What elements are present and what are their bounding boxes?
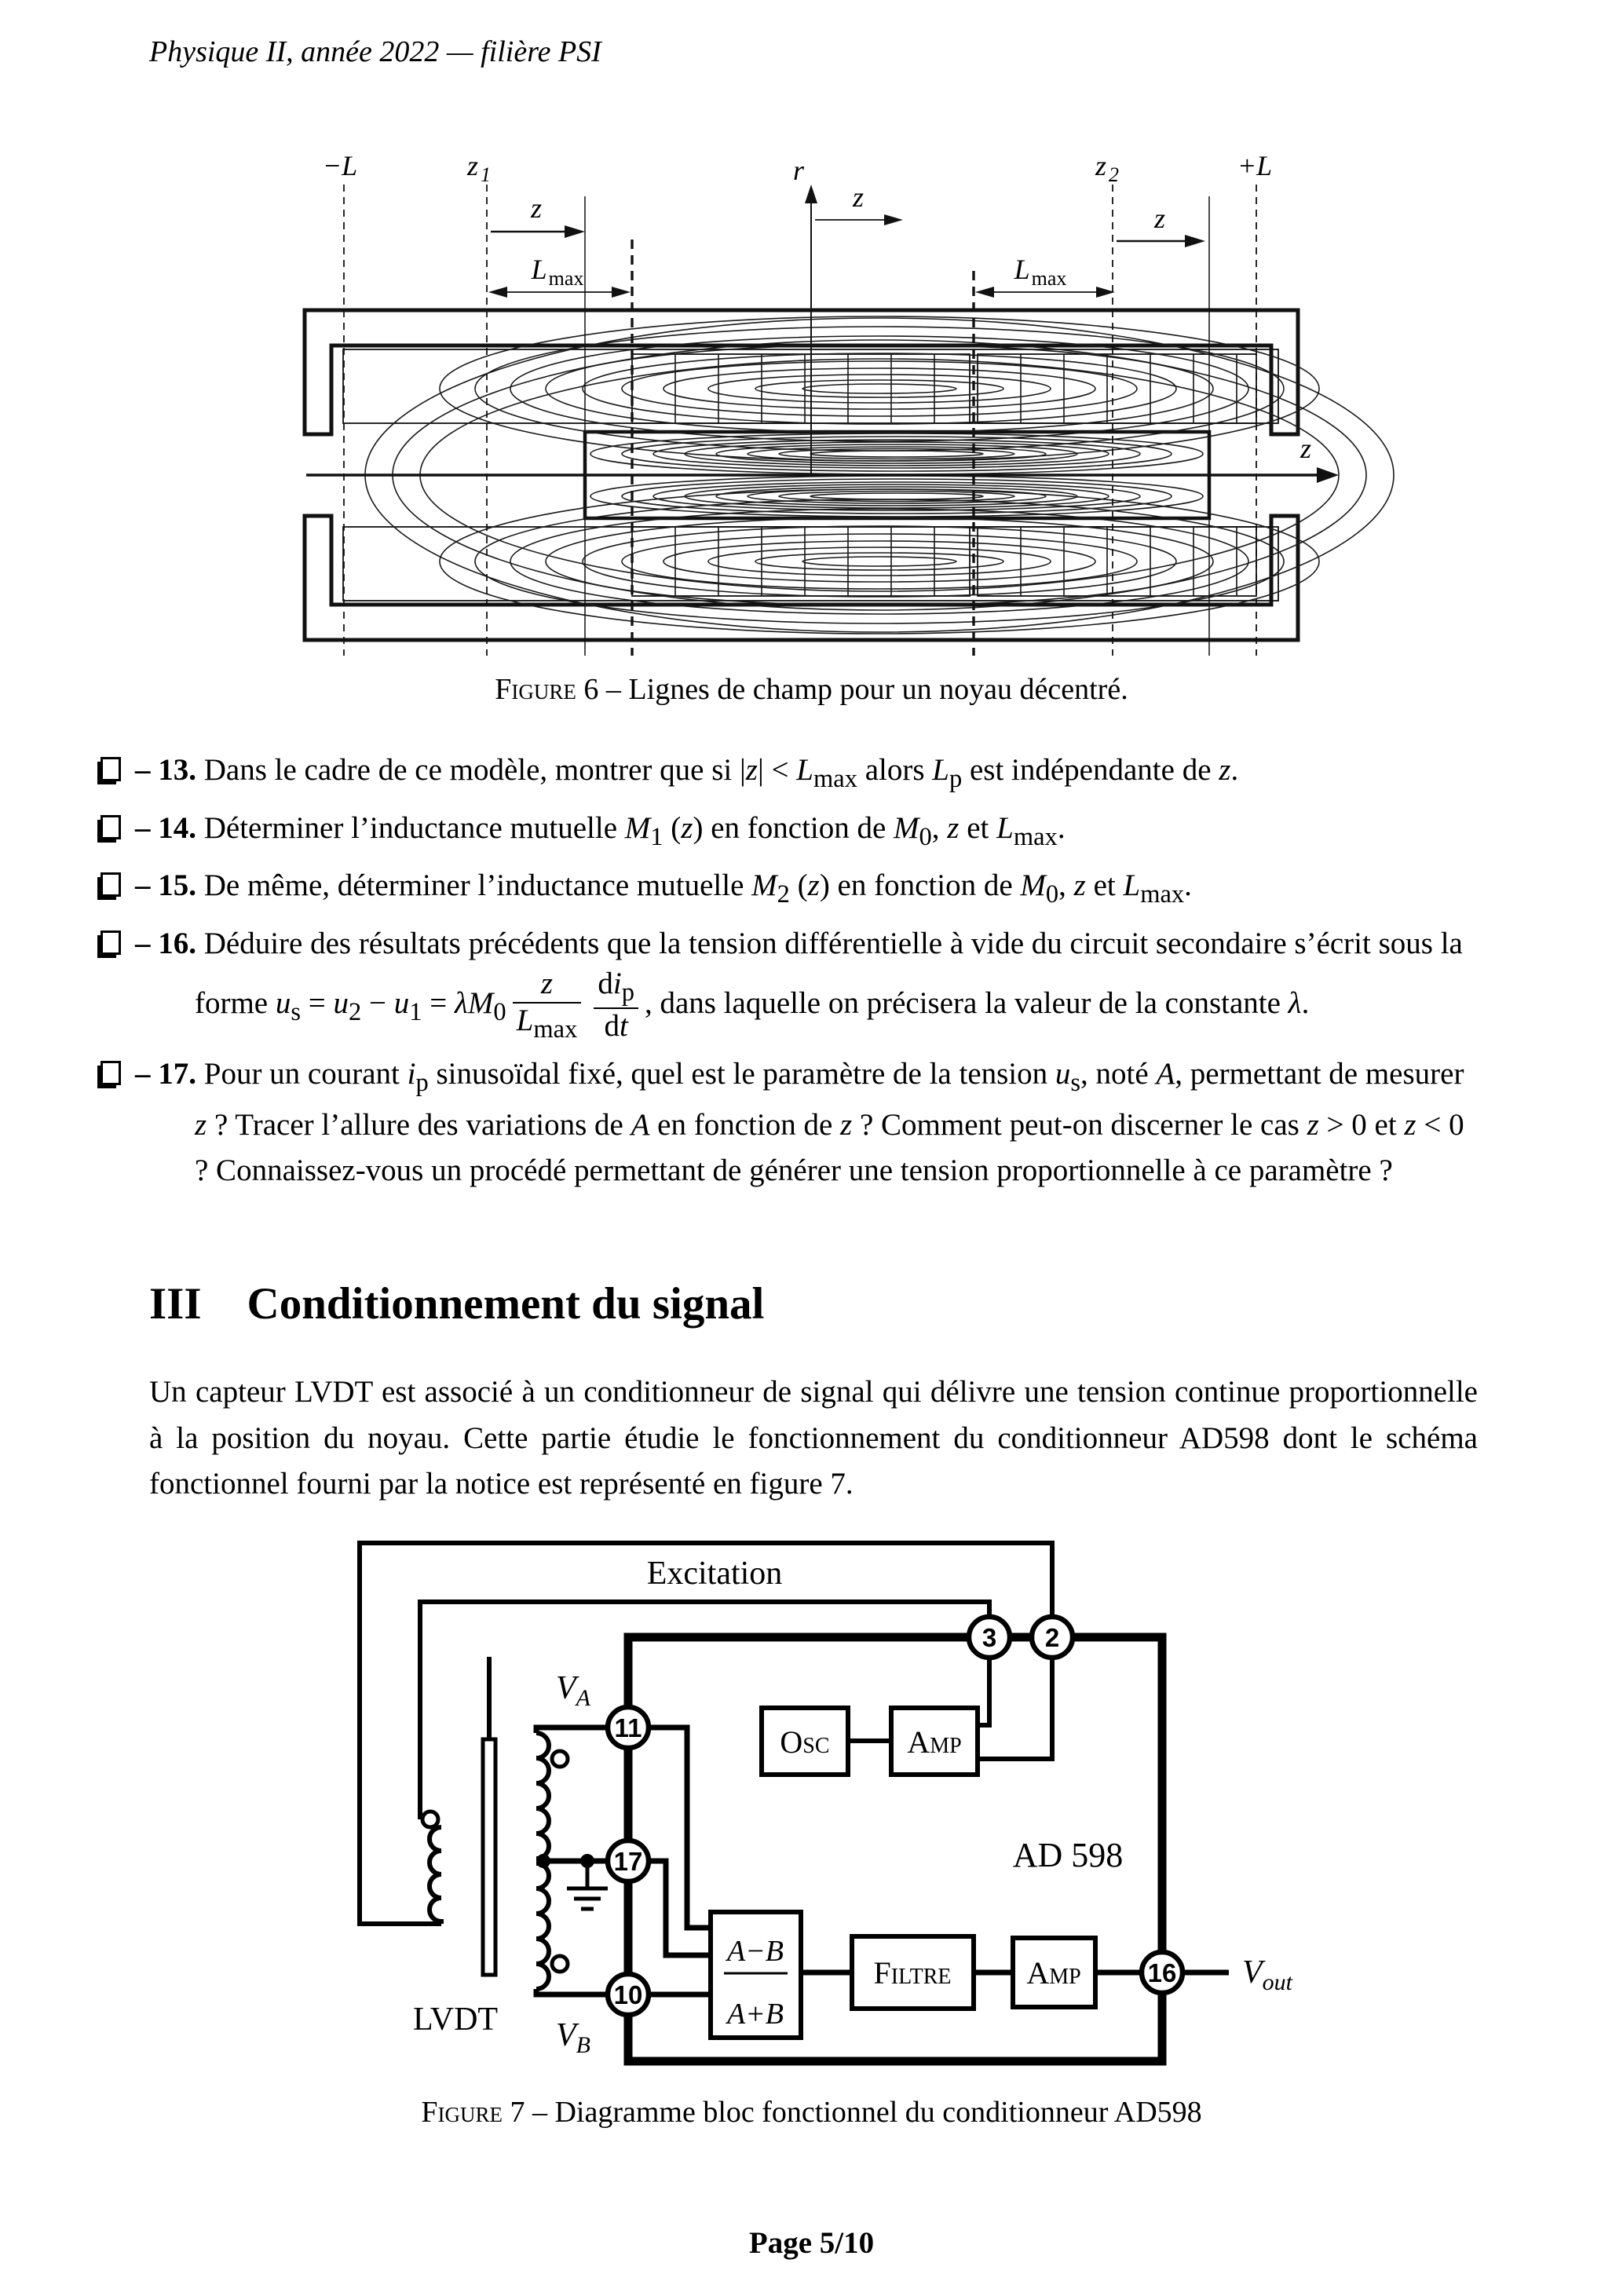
question-13-text: Dans le cadre de ce modèle, montrer que si $|z| < L_{max}$ alors $L_p$ est indépendante de z.	[203, 753, 1239, 793]
label-z-arrow-mid: z	[852, 181, 865, 213]
question-14	[101, 806, 1481, 857]
amp-top-label: Amp	[907, 1724, 962, 1760]
figure6-caption	[0, 672, 1623, 707]
label-lmax-right: $L_{max}$	[1014, 254, 1067, 290]
question-15	[101, 863, 1481, 914]
label-r-axis: r	[792, 155, 805, 186]
pin-2-number: 2	[1044, 1623, 1060, 1652]
label-z-arrow-right: z	[1153, 203, 1166, 234]
ratio-den-label: A+B	[726, 1998, 784, 2031]
section-number: III	[149, 1279, 202, 1329]
checkbox-icon	[101, 1061, 121, 1085]
filtre-label: Filtre	[873, 1955, 952, 1991]
question-14-text: Déterminer l’inductance mutuelle $M_1$ (z) en fonction de $M_0$, z et $L_{max}$.	[203, 810, 1066, 851]
winding-polarity-dot	[552, 1751, 568, 1767]
checkbox-icon	[101, 815, 121, 839]
question-17	[101, 1051, 1481, 1194]
checkbox-icon	[101, 757, 121, 781]
winding-polarity-dot	[422, 1812, 438, 1827]
figure6-caption-text: – Lignes de champ pour un noyau décentré.	[598, 673, 1128, 706]
excitation-label: Excitation	[646, 1556, 783, 1592]
label-z1: z $_1$	[466, 153, 492, 186]
question-17-text: Pour un courant $i_p$ sinusoïdal fixé, quel est le paramètre de la tension $u_s$, noté A, permettant de mesurer z ? Tracer l’allure des variations de A en fonction de z ? Comment peut-on discerner le cas z > 0 et z < 0 ? Connaissez-vous un procédé permettant de générer une tension proportionnelle à ce paramètre ?	[195, 1057, 1464, 1188]
figure7-caption-label: Figure 7	[421, 2096, 525, 2129]
figure6-caption-label: Figure 6	[495, 673, 599, 706]
question-16-number: – 16.	[135, 926, 196, 960]
lvdt-label: LVDT	[412, 2002, 499, 2038]
question-15-text: De même, déterminer l’inductance mutuelle $M_2$ (z) en fonction de $M_0$, z et $L_{max}$.	[203, 868, 1192, 909]
section-paragraph: Un capteur LVDT est associé à un conditionneur de signal qui délivre une tension continue proportionnelle à la position du noyau. Cette partie étudie le fonctionnement du conditionneur AD598 dont le schéma fonctionnel fourni par la notice est représenté en figure 7.	[149, 1375, 1478, 1501]
va-label: $V_A$	[556, 1670, 590, 1711]
checkbox-icon	[101, 930, 121, 955]
vb-label: $V_B$	[556, 2017, 590, 2058]
label-plus-L: +L	[1237, 153, 1273, 181]
question-13-number: – 13.	[135, 753, 196, 787]
section-title: Conditionnement du signal	[247, 1279, 765, 1329]
question-list	[101, 748, 1481, 1201]
question-15-number: – 15.	[135, 868, 196, 903]
label-minus-L: −L	[322, 153, 358, 181]
chip-label: AD 598	[1012, 1836, 1124, 1874]
label-lmax-left: $L_{max}$	[531, 254, 584, 290]
ratio-num-label: A−B	[726, 1935, 784, 1968]
section-heading	[149, 1278, 764, 1329]
osc-label: Osc	[780, 1724, 830, 1760]
ground-icon	[567, 1861, 608, 1909]
page-header: Physique II, année 2022 — filière PSI	[149, 35, 601, 68]
figure7-caption	[0, 2095, 1623, 2130]
page-number: Page 5/10	[748, 2226, 875, 2260]
question-13	[101, 748, 1481, 799]
figure6-field-lines-diagram	[161, 153, 1496, 671]
pin-3-number: 3	[981, 1623, 997, 1652]
question-16	[101, 921, 1481, 1045]
checkbox-icon	[101, 872, 121, 897]
label-z-axis: z	[1299, 433, 1312, 464]
figure7-block-diagram	[338, 1527, 1358, 2089]
winding-polarity-dot	[552, 1956, 568, 1972]
amp-out-label: Amp	[1026, 1955, 1081, 1991]
pin-10-number: 10	[613, 1980, 643, 2009]
label-z-arrow-left: z	[530, 192, 543, 224]
pin-11-number: 11	[614, 1713, 642, 1742]
lvdt-symbol	[422, 1657, 628, 1994]
figure7-caption-text: – Diagramme bloc fonctionnel du conditionneur AD598	[525, 2096, 1202, 2129]
question-14-number: – 14.	[135, 810, 196, 845]
reference-lines	[344, 185, 1256, 656]
pin-16-number: 16	[1147, 1958, 1177, 1987]
question-16-text: Déduire des résultats précédents que la tension différentielle à vide du circuit secondaire s’écrit sous la forme $u_s = u_2 - u_1 = \lambda M_0$ $\frac{z}{L_{max}}$ $\frac{di_p}{dt}$ , dans laquelle on précisera la valeur de la constante λ.	[195, 926, 1463, 1044]
vout-label: $V_{out}$	[1242, 1954, 1292, 1995]
question-17-number: – 17.	[135, 1057, 196, 1091]
label-z2: z $_2$	[1095, 153, 1120, 186]
pin-17-number: 17	[613, 1847, 643, 1876]
